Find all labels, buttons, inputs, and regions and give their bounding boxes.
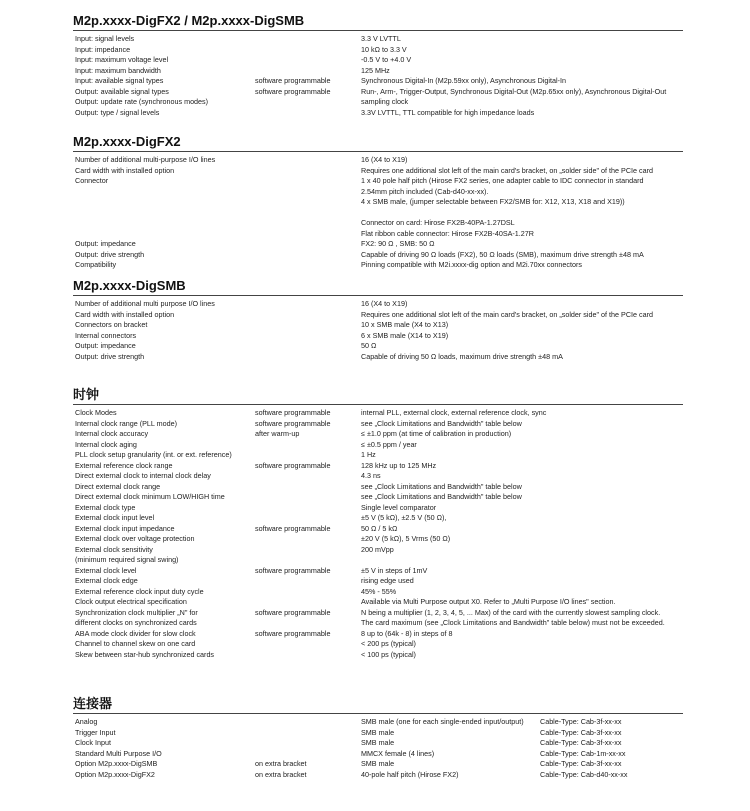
spec-row — [73, 166, 683, 177]
spec-value — [361, 408, 691, 419]
spec-value — [361, 87, 691, 98]
spec-row — [73, 87, 683, 98]
spec-row — [73, 341, 683, 352]
spec-value-line: SMB male — [361, 759, 395, 768]
spec-value-line: 2.54mm pitch included (Cab-d40-xx-xx). — [361, 186, 489, 196]
spec-value — [361, 503, 691, 514]
spec-value-line: Connector on card: Hirose FX2B-40PA-1.27DSL — [361, 218, 515, 227]
spec-value — [361, 492, 691, 503]
spec-row — [73, 55, 683, 66]
spec-value-line: ±20 V (5 kΩ), 5 Vrms (50 Ω) — [361, 534, 451, 543]
spec-label: Input: maximum bandwidth — [75, 65, 161, 75]
spec-row — [73, 482, 683, 493]
spec-value — [361, 534, 691, 545]
spec-value-line: 16 (X4 to X19) — [361, 155, 408, 164]
spec-value — [361, 260, 691, 271]
spec-label: Input: available signal types — [75, 76, 164, 85]
spec-row — [73, 440, 683, 451]
spec-row — [73, 717, 683, 728]
spec-section — [73, 277, 683, 362]
spec-value — [361, 608, 691, 629]
spec-value-line: 6 x SMB male (X14 to X19) — [361, 330, 449, 340]
spec-mode: software programmable — [255, 628, 331, 638]
spec-row — [73, 471, 683, 482]
spec-label: External clock over voltage protection — [75, 534, 195, 543]
spec-value-line: ≤ ±1.0 ppm (at time of calibration in production) — [361, 429, 512, 438]
spec-row — [73, 429, 683, 440]
spec-row — [73, 770, 683, 781]
spec-value-line: MMCX female (4 lines) — [361, 748, 435, 758]
spec-value-line: ±5 V (5 kΩ), ±2.5 V (50 Ω), — [361, 513, 447, 522]
spec-mode: software programmable — [255, 86, 331, 96]
spec-label: Analog — [75, 717, 98, 726]
spec-row — [73, 524, 683, 535]
spec-value — [361, 341, 691, 352]
spec-row — [73, 176, 683, 239]
spec-label: External clock level — [75, 565, 137, 575]
spec-value — [361, 239, 691, 250]
spec-row — [73, 639, 683, 650]
section-divider — [73, 713, 683, 714]
cable-type: Cable-Type: Cab-1m-xx-xx — [540, 748, 626, 758]
spec-label: External clock input level — [75, 513, 155, 522]
section-title: 时钟 — [73, 387, 100, 402]
spec-value-line: Available via Multi Purpose output X0. Refer to „Multi Purpose I/O lines" section. — [361, 597, 616, 606]
spec-label: Card width with installed option — [75, 165, 175, 175]
spec-row — [73, 576, 683, 587]
spec-label: Compatibility — [75, 260, 117, 269]
spec-row — [73, 759, 683, 770]
spec-value-line: 3.3V LVTTL, TTL compatible for high impedance loads — [361, 107, 535, 117]
spec-row — [73, 310, 683, 321]
spec-row — [73, 608, 683, 629]
spec-value-line: 10 kΩ to 3.3 V — [361, 44, 407, 54]
spec-value — [361, 587, 691, 598]
spec-value-line: 4.3 ns — [361, 471, 381, 480]
spec-mode: software programmable — [255, 408, 331, 417]
spec-value-line: ≤ ±0.5 ppm / year — [361, 439, 417, 449]
spec-value-line: 1 x 40 pole half pitch (Hirose FX2 series, one adapter cable to IDC connector in standard — [361, 176, 644, 185]
spec-label: Input: maximum voltage level — [75, 55, 169, 64]
spec-value-line: 128 kHz up to 125 MHz — [361, 460, 437, 470]
spec-value — [361, 717, 691, 728]
spec-label: Output: impedance — [75, 239, 136, 248]
spec-label: Connector — [75, 176, 109, 185]
spec-row — [73, 408, 683, 419]
spec-row — [73, 66, 683, 77]
spec-value — [361, 738, 691, 749]
spec-value-line — [361, 208, 691, 219]
spec-label: Option M2p.xxxx-DigSMB — [75, 759, 158, 768]
spec-label: Direct external clock range — [75, 481, 161, 491]
spec-value — [361, 759, 691, 770]
spec-mode: software programmable — [255, 565, 331, 575]
spec-value — [361, 639, 691, 650]
spec-row — [73, 450, 683, 461]
spec-value — [361, 749, 691, 760]
spec-value — [361, 513, 691, 524]
cable-type: Cable-Type: Cab-3f-xx-xx — [540, 759, 622, 768]
spec-value-line: ±5 V in steps of 1mV — [361, 565, 428, 575]
spec-label: Channel to channel skew on one card — [75, 639, 196, 648]
spec-label: External clock sensitivity (minimum required signal swing) — [75, 544, 179, 564]
spec-label: Clock output electrical specification — [75, 597, 187, 606]
spec-label: Output: update rate (synchronous modes) — [75, 97, 209, 106]
spec-value — [361, 155, 691, 166]
spec-value — [361, 770, 691, 781]
section-divider — [73, 151, 683, 152]
spec-mode: software programmable — [255, 418, 331, 428]
spec-label: Number of additional multi purpose I/O lines — [75, 299, 215, 308]
spec-label: External clock edge — [75, 576, 138, 585]
spec-value-line: 16 (X4 to X19) — [361, 299, 408, 308]
spec-value-line: SMB male (one for each single-ended input/output) — [361, 717, 524, 726]
spec-value-line: 50 Ω — [361, 341, 377, 350]
spec-mode: on extra bracket — [255, 759, 307, 768]
spec-label: Output: drive strength — [75, 351, 145, 361]
spec-section — [73, 133, 683, 271]
spec-label: Direct external clock to internal clock delay — [75, 471, 211, 480]
spec-value — [361, 76, 691, 87]
spec-label: Input: signal levels — [75, 34, 135, 43]
spec-row — [73, 34, 683, 45]
spec-value-line: Single level comparator — [361, 502, 437, 512]
spec-label: Connectors on bracket — [75, 320, 148, 329]
spec-label: Skew between star-hub synchronized cards — [75, 649, 215, 659]
spec-value — [361, 524, 691, 535]
spec-label: Synchronization clock multiplier „N" for different clocks on synchronized cards — [75, 607, 198, 627]
spec-value — [361, 310, 691, 321]
spec-value — [361, 320, 691, 331]
spec-label: Clock Modes — [75, 408, 117, 417]
spec-label: Internal clock accuracy — [75, 429, 149, 438]
spec-row — [73, 566, 683, 577]
spec-section — [73, 695, 683, 780]
spec-row — [73, 352, 683, 363]
spec-value-line: FX2: 90 Ω , SMB: 50 Ω — [361, 239, 435, 248]
spec-value — [361, 352, 691, 363]
spec-row — [73, 97, 683, 108]
spec-label: Internal connectors — [75, 330, 137, 340]
spec-value-line: Pinning compatible with M2i.xxxx-dig option and M2i.70xx connectors — [361, 260, 582, 269]
spec-label: External clock input impedance — [75, 523, 175, 533]
spec-value-line: 1 Hz — [361, 450, 376, 459]
spec-label: Internal clock range (PLL mode) — [75, 418, 178, 428]
cable-type: Cable-Type: Cab-3f-xx-xx — [540, 727, 622, 737]
spec-value — [361, 545, 691, 556]
spec-value-line: see „Clock Limitations and Bandwidth" table below — [361, 481, 522, 491]
spec-value — [361, 576, 691, 587]
spec-value-line: < 100 ps (typical) — [361, 649, 416, 659]
spec-value — [361, 97, 691, 108]
spec-value-line: Capable of driving 50 Ω loads, maximum drive strength ±48 mA — [361, 351, 563, 361]
spec-value-line: 3.3 V LVTTL — [361, 34, 401, 43]
spec-row — [73, 738, 683, 749]
spec-label: Output: impedance — [75, 341, 136, 350]
spec-row — [73, 749, 683, 760]
spec-value — [361, 566, 691, 577]
spec-label: Input: impedance — [75, 44, 131, 54]
cable-type: Cable-Type: Cab-3f-xx-xx — [540, 738, 622, 747]
spec-row — [73, 461, 683, 472]
section-title: M2p.xxxx-DigFX2 / M2p.xxxx-DigSMB — [73, 13, 305, 28]
spec-value-line: 125 MHz — [361, 65, 390, 75]
spec-label: Output: drive strength — [75, 249, 145, 259]
spec-value — [361, 250, 691, 261]
spec-value-line: sampling clock — [361, 97, 409, 106]
spec-value — [361, 597, 691, 608]
section-title: M2p.xxxx-DigFX2 — [73, 134, 181, 149]
spec-label: Card width with installed option — [75, 309, 175, 319]
spec-label: External reference clock range — [75, 460, 173, 470]
spec-mode: after warm-up — [255, 429, 300, 438]
spec-row — [73, 503, 683, 514]
spec-value-line: internal PLL, external clock, external reference clock, sync — [361, 408, 547, 417]
spec-row — [73, 320, 683, 331]
spec-section — [73, 12, 683, 118]
spec-label: ABA mode clock divider for slow clock — [75, 628, 196, 638]
spec-label: Clock Input — [75, 738, 111, 747]
spec-value — [361, 108, 691, 119]
section-divider — [73, 404, 683, 405]
section-title: M2p.xxxx-DigSMB — [73, 278, 186, 293]
spec-label: Number of additional multi-purpose I/O lines — [75, 155, 216, 164]
spec-row — [73, 331, 683, 342]
spec-row — [73, 45, 683, 56]
spec-row — [73, 513, 683, 524]
spec-label: Standard Multi Purpose I/O — [75, 748, 162, 758]
spec-value-line: Requires one additional slot left of the main card's bracket, on „solder side" of the PCIe card — [361, 165, 653, 175]
spec-mode: software programmable — [255, 607, 331, 617]
spec-value-line: The card maximum (see „Clock Limitations and Bandwidth" table below) must not be exceeded. — [361, 618, 665, 627]
spec-value — [361, 299, 691, 310]
spec-value — [361, 429, 691, 440]
spec-value — [361, 34, 691, 45]
spec-value-line: < 200 ps (typical) — [361, 639, 416, 648]
spec-value-line: SMB male — [361, 738, 395, 747]
spec-mode: on extra bracket — [255, 769, 307, 779]
spec-value-line: 45% - 55% — [361, 586, 397, 596]
spec-label: Internal clock aging — [75, 439, 137, 449]
spec-row — [73, 299, 683, 310]
spec-value-line: Synchronous Digital-In (M2p.59xx only), Asynchronous Digital-In — [361, 76, 566, 85]
spec-value — [361, 450, 691, 461]
spec-value — [361, 440, 691, 451]
spec-row — [73, 419, 683, 430]
spec-label: Output: type / signal levels — [75, 107, 160, 117]
spec-mode: software programmable — [255, 523, 331, 533]
section-divider — [73, 30, 683, 31]
spec-value-line: 40-pole half pitch (Hirose FX2) — [361, 769, 459, 779]
spec-value — [361, 176, 691, 239]
spec-value — [361, 419, 691, 430]
spec-row — [73, 239, 683, 250]
spec-row — [73, 492, 683, 503]
spec-mode: software programmable — [255, 460, 331, 470]
spec-row — [73, 545, 683, 566]
spec-value-line: 10 x SMB male (X4 to X13) — [361, 320, 449, 329]
spec-value-line: Run-, Arm-, Trigger-Output, Synchronous Digital-Out (M2p.65xx only), Asynchronous Digital-Out — [361, 86, 667, 96]
spec-value — [361, 166, 691, 177]
spec-row — [73, 260, 683, 271]
spec-section — [73, 386, 683, 660]
section-divider — [73, 295, 683, 296]
spec-value — [361, 471, 691, 482]
spec-row — [73, 629, 683, 640]
spec-label: PLL clock setup granularity (int. or ext. reference) — [75, 450, 232, 459]
spec-label: Direct external clock minimum LOW/HIGH time — [75, 492, 225, 501]
spec-mode: software programmable — [255, 76, 331, 85]
spec-row — [73, 250, 683, 261]
section-title: 连接器 — [73, 696, 113, 711]
spec-label: Trigger Input — [75, 727, 116, 737]
spec-value-line: see „Clock Limitations and Bandwidth" table below — [361, 418, 522, 428]
spec-row — [73, 534, 683, 545]
spec-label: Output: available signal types — [75, 86, 169, 96]
spec-value — [361, 482, 691, 493]
spec-value-line: 200 mVpp — [361, 544, 394, 554]
spec-value — [361, 66, 691, 77]
spec-value — [361, 45, 691, 56]
spec-value — [361, 728, 691, 739]
spec-value — [361, 650, 691, 661]
spec-value-line: 50 Ω / 5 kΩ — [361, 523, 398, 533]
spec-value — [361, 461, 691, 472]
spec-value — [361, 331, 691, 342]
spec-label: External reference clock input duty cycle — [75, 586, 204, 596]
cable-type: Cable-Type: Cab-d40-xx-xx — [540, 769, 628, 779]
spec-label: External clock type — [75, 502, 136, 512]
spec-row — [73, 76, 683, 87]
spec-value — [361, 629, 691, 640]
spec-row — [73, 597, 683, 608]
spec-value-line: 8 up to (64k - 8) in steps of 8 — [361, 628, 453, 638]
spec-value-line: rising edge used — [361, 576, 414, 585]
spec-value-line: -0.5 V to +4.0 V — [361, 55, 412, 64]
spec-value-line: Requires one additional slot left of the main card's bracket, on „solder side" of the PCIe card — [361, 309, 653, 319]
spec-row — [73, 587, 683, 598]
spec-row — [73, 108, 683, 119]
spec-value-line: SMB male — [361, 727, 395, 737]
spec-value-line: see „Clock Limitations and Bandwidth" table below — [361, 492, 522, 501]
spec-row — [73, 155, 683, 166]
spec-value-line: 4 x SMB male, (jumper selectable between FX2/SMB for: X12, X13, X18 and X19)) — [361, 197, 625, 206]
cable-type: Cable-Type: Cab-3f-xx-xx — [540, 717, 622, 726]
spec-row — [73, 728, 683, 739]
spec-row — [73, 650, 683, 661]
spec-label: Option M2p.xxxx-DigFX2 — [75, 769, 155, 779]
spec-value — [361, 55, 691, 66]
spec-value-line: Capable of driving 90 Ω loads (FX2), 50 Ω loads (SMB), maximum drive strength ±48 mA — [361, 249, 644, 259]
spec-value-line: Flat ribbon cable connector: Hirose FX2B-40SA-1.27R — [361, 228, 534, 238]
spec-value-line: N being a multiplier (1, 2, 3, 4, 5, ... Max) of the card with the currently slowest sampling clock. — [361, 607, 661, 617]
